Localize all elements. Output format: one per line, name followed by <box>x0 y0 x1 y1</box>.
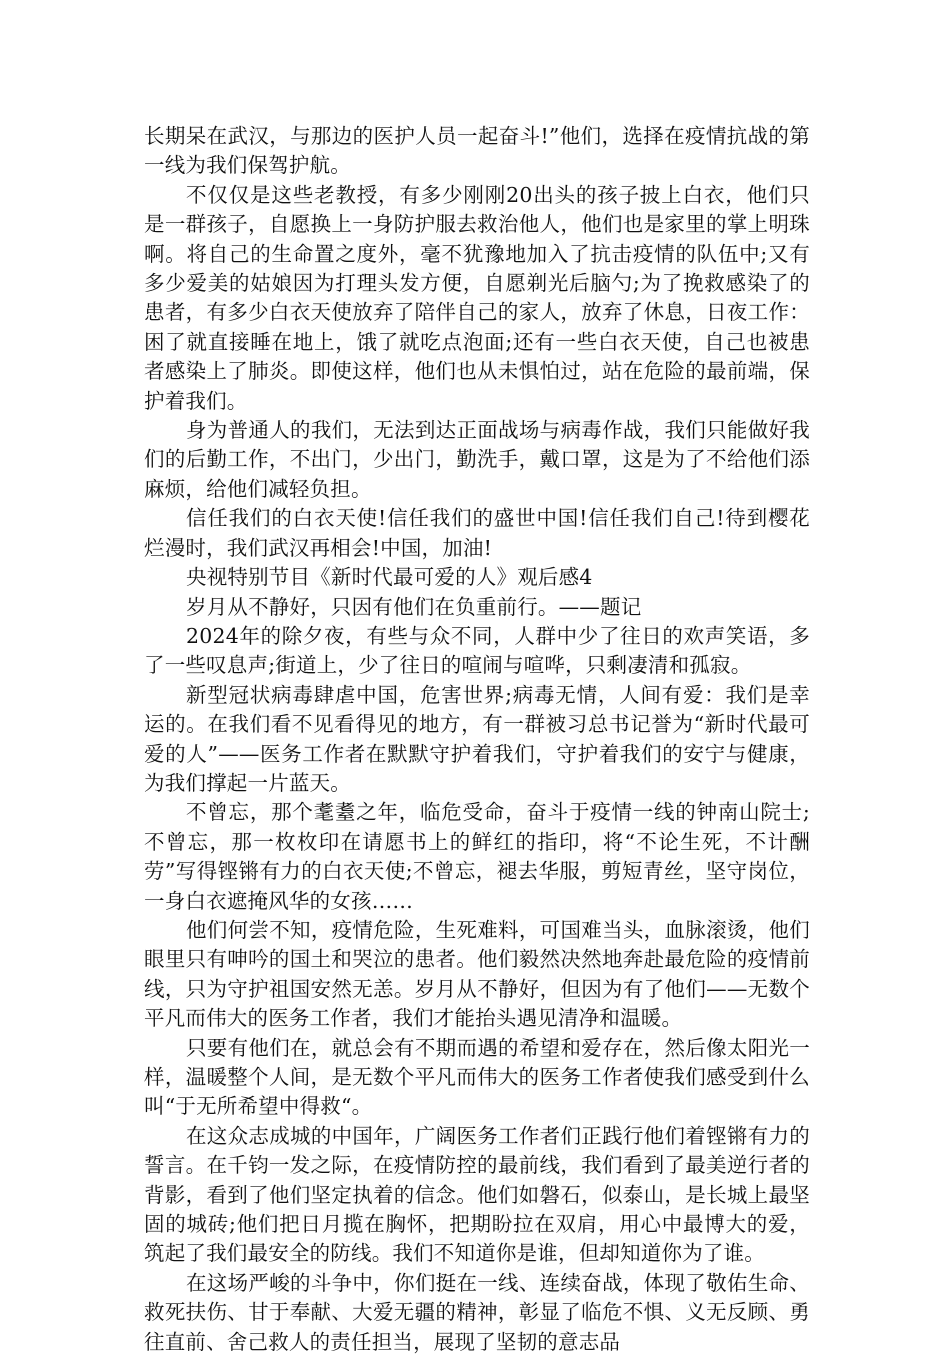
paragraph-7: 2024年的除夕夜，有些与众不同，人群中少了往日的欢声笑语，多了一些叹息声;街道上，少了往日的喧闹与喧哗，只剩凄清和孤寂。 <box>144 623 810 678</box>
paragraph-9: 不曾忘，那个耄耋之年，临危受命，奋斗于疫情一线的钟南山院士;不曾忘，那一枚枚印在请愿书上的鲜红的指印，将“不论生死，不计酬劳”写得铿锵有力的白衣天使;不曾忘，褪去华服，剪短青丝，坚守岗位，一身白衣遮掩风华的女孩…… <box>144 800 810 913</box>
paragraph-2: 不仅仅是这些老教授，有多少刚刚20出头的孩子披上白衣，他们只是一群孩子，自愿换上一身防护服去救治他人，他们也是家里的掌上明珠啊。将自己的生命置之度外，毫不犹豫地加入了抗击疫情的队伍中;又有多少爱美的姑娘因为打理头发方便，自愿剃光后脑勺;为了挽救感染了的患者，有多少白衣天使放弃了陪伴自己的家人，放弃了休息，日夜工作：困了就直接睡在地上，饿了就吃点泡面;还有一些白衣天使，自己也被患者感染上了肺炎。即使这样，他们也从未惧怕过，站在危险的最前端，保护着我们。 <box>144 182 810 413</box>
paragraph-3: 身为普通人的我们，无法到达正面战场与病毒作战，我们只能做好我们的后勤工作，不出门，少出门，勤洗手，戴口罩，这是为了不给他们添麻烦，给他们减轻负担。 <box>144 418 810 501</box>
paragraph-4: 信任我们的白衣天使!信任我们的盛世中国!信任我们自己!待到樱花烂漫时，我们武汉再相会!中国，加油! <box>144 506 810 560</box>
epigraph: 岁月从不静好，只因有他们在负重前行。——题记 <box>186 594 642 619</box>
section-heading: 央视特别节目《新时代最可爱的人》观后感4 <box>186 565 593 590</box>
paragraph-11: 只要有他们在，就总会有不期而遇的希望和爱存在，然后像太阳光一样，温暖整个人间，是无数个平凡而伟大的医务工作者使我们感受到什么叫“于无所希望中得救“。 <box>144 1035 810 1119</box>
paragraph-12: 在这众志成城的中国年，广阔医务工作者们正践行他们着铿锵有力的誓言。在千钧一发之际，在疫情防控的最前线，我们看到了最美逆行者的背影，看到了他们坚定执着的信念。他们如磐石，似泰山，是长城上最坚固的城砖;他们把日月揽在胸怀，把期盼拉在双肩，用心中最博大的爱，筑起了我们最安全的防线。我们不知道你是谁，但却知道你为了谁。 <box>144 1123 810 1266</box>
paragraph-1: 长期呆在武汉，与那边的医护人员一起奋斗!”他们，选择在疫情抗战的第一线为我们保驾护航。 <box>144 124 810 178</box>
article-body <box>144 122 810 1357</box>
paragraph-13: 在这场严峻的斗争中，你们挺在一线、连续奋战，体现了敬佑生命、救死扶伤、甘于奉献、大爱无疆的精神，彰显了临危不惧、义无反顾、勇往直前、舍己救人的责任担当，展现了坚韧的意志品 <box>144 1270 810 1354</box>
paragraph-8: 新型冠状病毒肆虐中国，危害世界;病毒无情，人间有爱：我们是幸运的。在我们看不见看得见的地方，有一群被习总书记誉为“新时代最可爱的人”——医务工作者在默默守护着我们，守护着我们的安宁与健康，为我们撑起一片蓝天。 <box>144 682 810 795</box>
paragraph-10: 他们何尝不知，疫情危险，生死难料，可国难当头，血脉滚烫，他们眼里只有呻吟的国土和哭泣的患者。他们毅然决然地奔赴最危险的疫情前线，只为守护祖国安然无恙。岁月从不静好，但因为有了他们——无数个平凡而伟大的医务工作者，我们才能抬头遇见清净和温暖。 <box>144 917 810 1031</box>
